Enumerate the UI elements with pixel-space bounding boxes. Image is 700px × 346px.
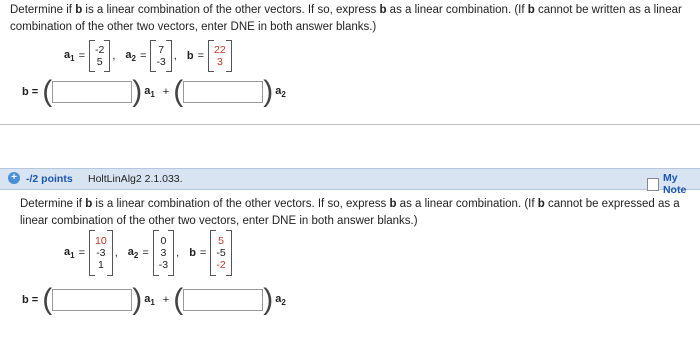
question-1-answer-row: b = ( ) $a_1$ + ( ) $a_2$ bbox=[22, 75, 286, 108]
q1-coefficient-2-input[interactable] bbox=[183, 81, 263, 103]
b-entry: -5 bbox=[216, 247, 226, 259]
a1-entry: 5 bbox=[96, 56, 103, 68]
b-vector bbox=[208, 40, 232, 72]
a2-entry: -3 bbox=[156, 56, 166, 68]
a2-entry: 7 bbox=[158, 44, 165, 56]
source-label: HoltLinAlg2 2.1.033. bbox=[88, 173, 183, 185]
q1-coefficient-1-input[interactable] bbox=[52, 81, 132, 103]
a2-entry: -3 bbox=[158, 259, 169, 271]
a1-label: $a_1$ bbox=[64, 245, 75, 261]
a1-vector bbox=[89, 40, 110, 72]
a2-label: $a_2$ bbox=[127, 245, 139, 261]
open-paren: ( bbox=[42, 75, 53, 108]
a1-entry: 1 bbox=[97, 259, 104, 271]
close-paren: ) bbox=[132, 283, 143, 316]
question-2-text: Determine if b is a linear combination of the other vectors. If so, express b as a linear combination. (If b cannot be expressed as a linear combination of the other two vectors, enter DNE in both answer blanks.) bbox=[20, 198, 680, 227]
question-separator bbox=[0, 124, 700, 126]
question-1-vectors: $a_1$ = -2 5 , $a_2$ = 7 -3 , b = 22 3 bbox=[64, 40, 232, 72]
q2-coefficient-2-input[interactable] bbox=[183, 289, 263, 311]
b-entry: 3 bbox=[216, 56, 223, 68]
a1-entry: -2 bbox=[95, 44, 105, 56]
points-label: -/2 points bbox=[26, 173, 73, 185]
plus-sign: + bbox=[162, 294, 170, 306]
a2-vector bbox=[153, 230, 174, 276]
a2-vector bbox=[150, 40, 171, 72]
b-label: b bbox=[186, 50, 194, 62]
open-paren: ( bbox=[173, 75, 184, 108]
a2-label: $a_2$ bbox=[125, 48, 136, 64]
open-paren: ( bbox=[42, 283, 53, 316]
my-notes-label: My Note bbox=[662, 172, 687, 196]
a1-term: $a_1$ bbox=[144, 84, 155, 100]
open-paren: ( bbox=[173, 283, 184, 316]
a2-entry: 0 bbox=[160, 235, 167, 247]
b-entry: 22 bbox=[214, 44, 226, 56]
expand-icon[interactable]: + bbox=[8, 172, 20, 184]
a1-entry: -3 bbox=[96, 247, 106, 259]
b-label: b bbox=[189, 247, 196, 259]
b-entry: 5 bbox=[218, 235, 224, 247]
close-paren: ) bbox=[263, 283, 274, 316]
my-notes-checkbox[interactable] bbox=[647, 178, 659, 191]
a1-entry: 10 bbox=[95, 235, 107, 247]
close-paren: ) bbox=[132, 75, 143, 108]
b-vector bbox=[210, 230, 231, 276]
my-notes-button[interactable] bbox=[647, 172, 700, 196]
b-entry: -2 bbox=[216, 259, 226, 271]
q2-coefficient-1-input[interactable] bbox=[52, 289, 132, 311]
a1-term: $a_1$ bbox=[144, 292, 155, 308]
a1-vector bbox=[89, 230, 113, 276]
close-paren: ) bbox=[263, 75, 274, 108]
question-2-vectors: $a_1$ = 10 -3 1 , $a_2$ = 0 3 -3 , b = 5 -5 -2 bbox=[64, 230, 232, 276]
question-2-answer-row: b = ( ) $a_1$ + ( ) $a_2$ bbox=[22, 283, 286, 316]
a2-term: $a_2$ bbox=[275, 292, 286, 308]
a2-term: $a_2$ bbox=[275, 84, 286, 100]
question-1-text: Determine if b is a linear combination of the other vectors. If so, express b as a linear combination. (If b cannot be written as a linear combination of the other two vectors, enter DNE in both answer blanks.) bbox=[10, 4, 682, 33]
a2-entry: 3 bbox=[160, 247, 167, 259]
plus-sign: + bbox=[162, 86, 170, 98]
a1-label: $a_1$ bbox=[64, 48, 75, 64]
